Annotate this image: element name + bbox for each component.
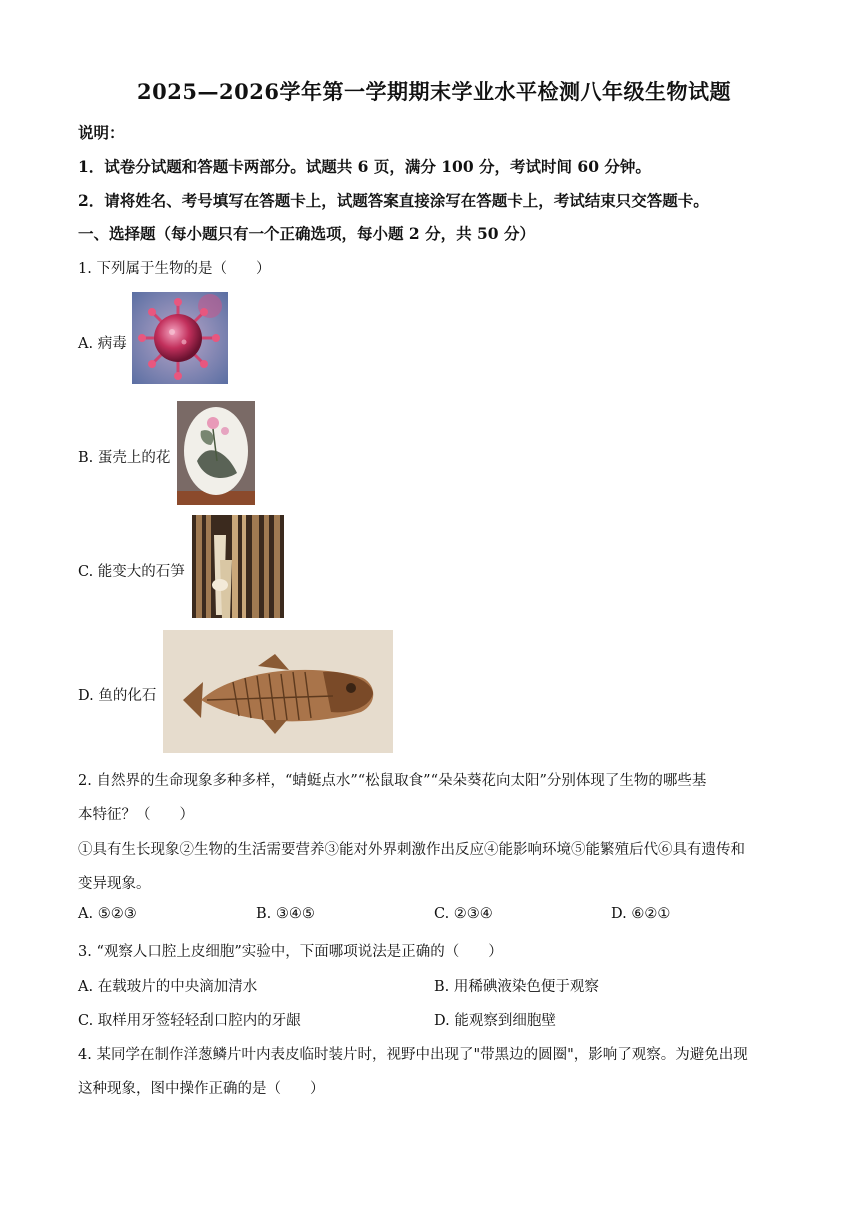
fish-fossil-image: [163, 630, 393, 753]
q2-option-d: D. ⑥②①: [611, 906, 671, 922]
q3-option-b: B. 用稀碘液染色便于观察: [434, 979, 599, 995]
q2-option-c: C. ②③④: [434, 906, 493, 922]
q3-stem: 3. “观察人口腔上皮细胞”实验中，下面哪项说法是正确的（ ）: [78, 944, 503, 960]
q4-stem-line1: 4. 某同学在制作洋葱鳞片叶内表皮临时装片时，视野中出现了"带黑边的圆圈"，影响了观察。为避免出现: [78, 1047, 748, 1063]
q1-option-c: C. 能变大的石笋: [78, 564, 185, 580]
notes-heading: 说明：: [78, 123, 125, 142]
painted-egg-image: [177, 401, 255, 505]
virus-image: [132, 292, 228, 384]
stalagmite-image: [192, 515, 284, 618]
q2-stem-line2: 本特征？（ ）: [78, 807, 194, 823]
q1-stem: 1. 下列属于生物的是（ ）: [78, 261, 271, 277]
q2-detail-line2: 变异现象。: [78, 876, 151, 892]
q3-option-a: A. 在载玻片的中央滴加清水: [78, 979, 258, 995]
q2-option-a: A. ⑤②③: [78, 906, 137, 922]
q4-stem-line2: 这种现象，图中操作正确的是（ ）: [78, 1081, 325, 1097]
q1-option-d: D. 鱼的化石: [78, 688, 157, 704]
q2-stem-line1: 2. 自然界的生命现象多种多样，“蜻蜓点水”“松鼠取食”“朵朵葵花向太阳”分别体现了生物的哪些基: [78, 773, 707, 789]
page-title: 2025—2026学年第一学期期末学业水平检测八年级生物试题: [137, 79, 731, 104]
q1-option-b: B. 蛋壳上的花: [78, 450, 171, 466]
q2-option-b: B. ③④⑤: [256, 906, 315, 922]
q3-option-d: D. 能观察到细胞壁: [434, 1013, 556, 1029]
q2-detail-line1: ①具有生长现象②生物的生活需要营养③能对外界刺激作出反应④能影响环境⑤能繁殖后代⑥具有遗传和: [78, 842, 745, 858]
note-item-1: 1．试卷分试题和答题卡两部分。试题共 6 页，满分 100 分，考试时间 60 分钟。: [78, 157, 651, 176]
note-item-2: 2．请将姓名、考号填写在答题卡上，试题答案直接涂写在答题卡上，考试结束只交答题卡。: [78, 191, 709, 210]
section-heading: 一、选择题（每小题只有一个正确选项，每小题 2 分，共 50 分）: [78, 224, 535, 243]
q3-option-c: C. 取样用牙签轻轻刮口腔内的牙龈: [78, 1013, 301, 1029]
q1-option-a: A. 病毒: [78, 336, 127, 352]
